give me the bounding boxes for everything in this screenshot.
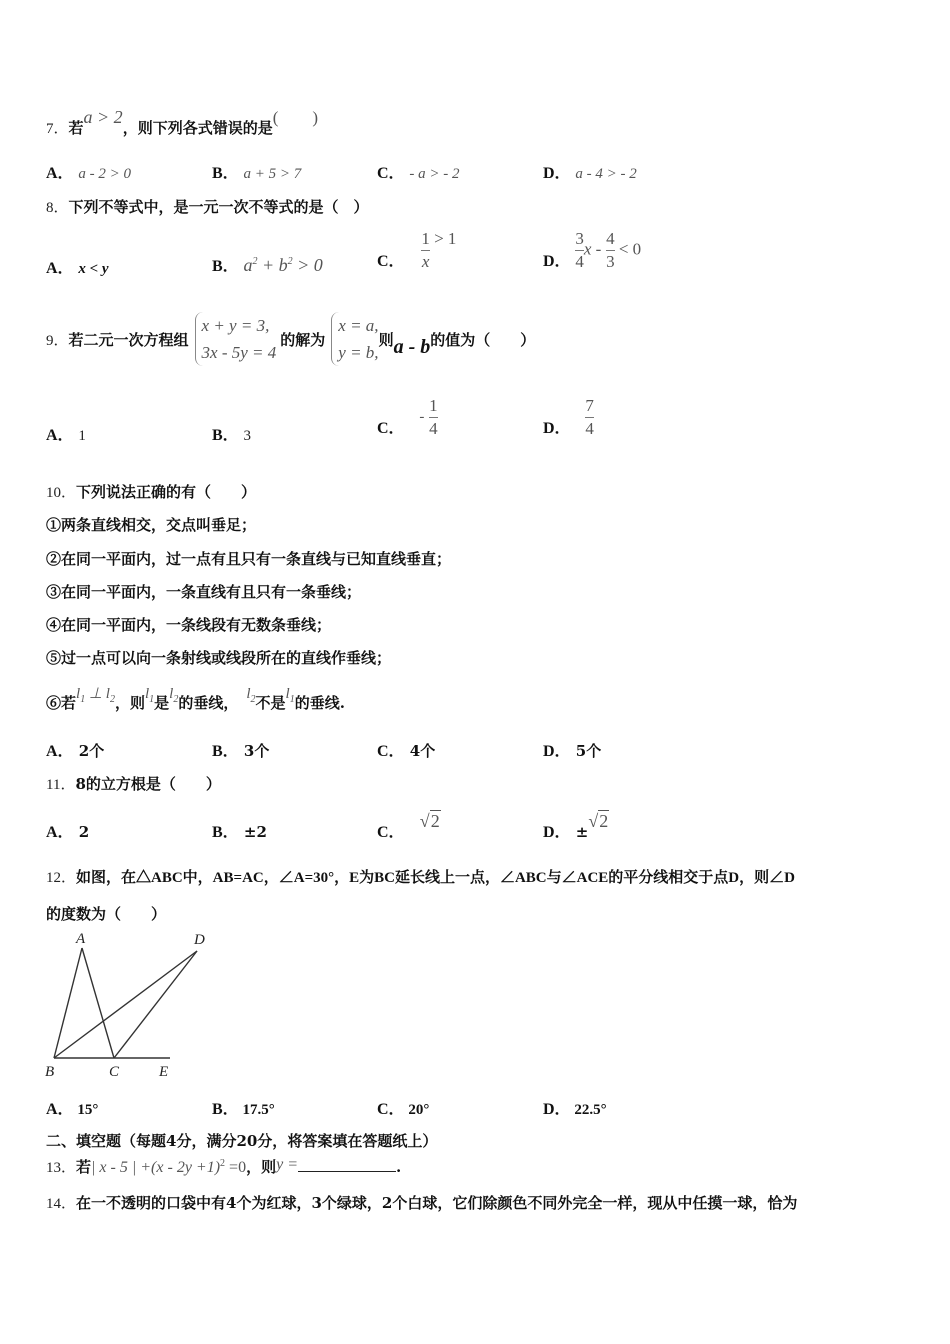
question-8-option-d[interactable]: D． $\frac{3}{4}$ x - $\frac{4}{3}$ < 0 — [543, 229, 642, 271]
question-8-stem: 8．下列不等式中，是一元一次不等式的是（ ） — [46, 198, 369, 216]
question-8-option-c[interactable]: C． $\frac{1}{x}$ > 1 — [377, 229, 457, 271]
question-9-stem: 9． 若二元一次方程组 x + y = 3, 3x - 5y = 4 的解为 x = a, y = b, 则 a - b 的值为（ ） — [46, 312, 535, 366]
question-number: 8． — [46, 200, 69, 216]
question-8-option-a[interactable]: A． x < y — [46, 260, 109, 277]
question-10-stem: 10．下列说法正确的有（ ） — [46, 483, 257, 501]
question-9-option-c[interactable]: C． - $\frac{1}{4}$ — [377, 396, 438, 438]
question-11-option-b[interactable]: B． ±2 — [212, 823, 267, 841]
label-c: C — [109, 1064, 120, 1080]
question-12-stem: 12．如图，在△ABC中，AB=AC，∠A=30°，E为BC延长线上一点，∠ABC与∠ACE的平分线相交于点D，则∠D — [46, 870, 795, 886]
question-10-option-b[interactable]: B． 3个 — [212, 742, 270, 760]
answer-blank[interactable] — [298, 1157, 396, 1172]
question-number: 14． — [46, 1196, 77, 1212]
question-number: 11． — [46, 777, 76, 793]
question-11-option-a[interactable]: A． 2 — [46, 823, 90, 841]
question-10-option-c[interactable]: C． 4个 — [377, 742, 436, 760]
question-number: 10． — [46, 485, 77, 501]
question-number: 9． — [46, 332, 69, 349]
question-12-stem-line2: 的度数为（ ） — [46, 905, 167, 923]
question-number: 7． — [46, 121, 69, 137]
geometry-diagram-icon — [42, 928, 232, 1083]
question-12-option-d[interactable]: D． 22.5° — [543, 1101, 607, 1118]
question-7-option-a[interactable]: A． a - 2 > 0 — [46, 165, 131, 182]
question-12-option-b[interactable]: B． 17.5° — [212, 1101, 275, 1118]
question-9-option-d[interactable]: D． $\frac{7}{4}$ — [543, 396, 594, 438]
question-10-option-a[interactable]: A． 2个 — [46, 742, 105, 760]
statement-5: ⑤过一点可以向一条射线或线段所在的直线作垂线； — [46, 649, 392, 667]
question-7-option-c[interactable]: C． - a > - 2 — [377, 165, 460, 182]
question-7-option-d[interactable]: D． a - 4 > - 2 — [543, 165, 637, 182]
statement-3: ③在同一平面内，一条直线有且只有一条垂线； — [46, 583, 362, 601]
question-number: 12． — [46, 870, 77, 886]
condition: a > 2 — [83, 107, 123, 127]
expression-a-minus-b: a - b — [393, 335, 431, 358]
sqrt-icon: √2 — [588, 811, 609, 831]
statement-2: ②在同一平面内，过一点有且只有一条直线与已知直线垂直； — [46, 550, 452, 568]
question-11-stem: 11．8的立方根是（ ） — [46, 775, 221, 793]
question-13-stem: 13．若| x - 5 | $+(x - 2y +1)^2 =0$，则y = . — [46, 1156, 402, 1176]
question-7-stem: 7．若a > 2，则下列各式错误的是( ) — [46, 107, 319, 137]
label-d: D — [194, 932, 205, 948]
question-9-option-b[interactable]: B． 3 — [212, 427, 251, 444]
statement-6: ⑥若$l_1$ ⊥ $l_2$，则$l_1$是$l_2$的垂线， $l_2$不是$l_1$的垂线. — [46, 686, 345, 712]
question-12-option-c[interactable]: C． 20° — [377, 1101, 430, 1118]
question-10-option-d[interactable]: D． 5个 — [543, 742, 602, 760]
question-12-option-a[interactable]: A． 15° — [46, 1101, 99, 1118]
label-e: E — [159, 1064, 169, 1080]
equation-system: x + y = 3, 3x - 5y = 4 — [195, 312, 277, 366]
solution-system: x = a, y = b, — [331, 312, 378, 366]
label-b: B — [45, 1064, 55, 1080]
sqrt-icon: √2 — [419, 811, 440, 831]
section-header-fill-in: 二、填空题（每题4分，满分20分，将答案填在答题纸上） — [46, 1132, 438, 1150]
question-8-option-b[interactable]: B． $a^2 + b^2 > 0$ — [212, 255, 323, 275]
question-9-option-a[interactable]: A． 1 — [46, 427, 86, 444]
question-11-option-d[interactable]: D． ±√2 — [543, 811, 609, 841]
question-number: 13． — [46, 1160, 77, 1176]
question-7-option-b[interactable]: B． a + 5 > 7 — [212, 165, 302, 182]
triangle-figure — [42, 928, 232, 1083]
question-11-option-c[interactable]: C． √2 — [377, 811, 440, 841]
answer-paren: ( ) — [272, 108, 319, 127]
question-14-stem: 14．在一不透明的口袋中有4个为红球，3个绿球，2个白球，它们除颜色不同外完全一样，现从中任摸一球，恰为 — [46, 1194, 798, 1212]
statement-4: ④在同一平面内，一条线段有无数条垂线； — [46, 616, 332, 634]
label-a: A — [76, 931, 86, 947]
statement-1: ①两条直线相交，交点叫垂足； — [46, 516, 257, 534]
